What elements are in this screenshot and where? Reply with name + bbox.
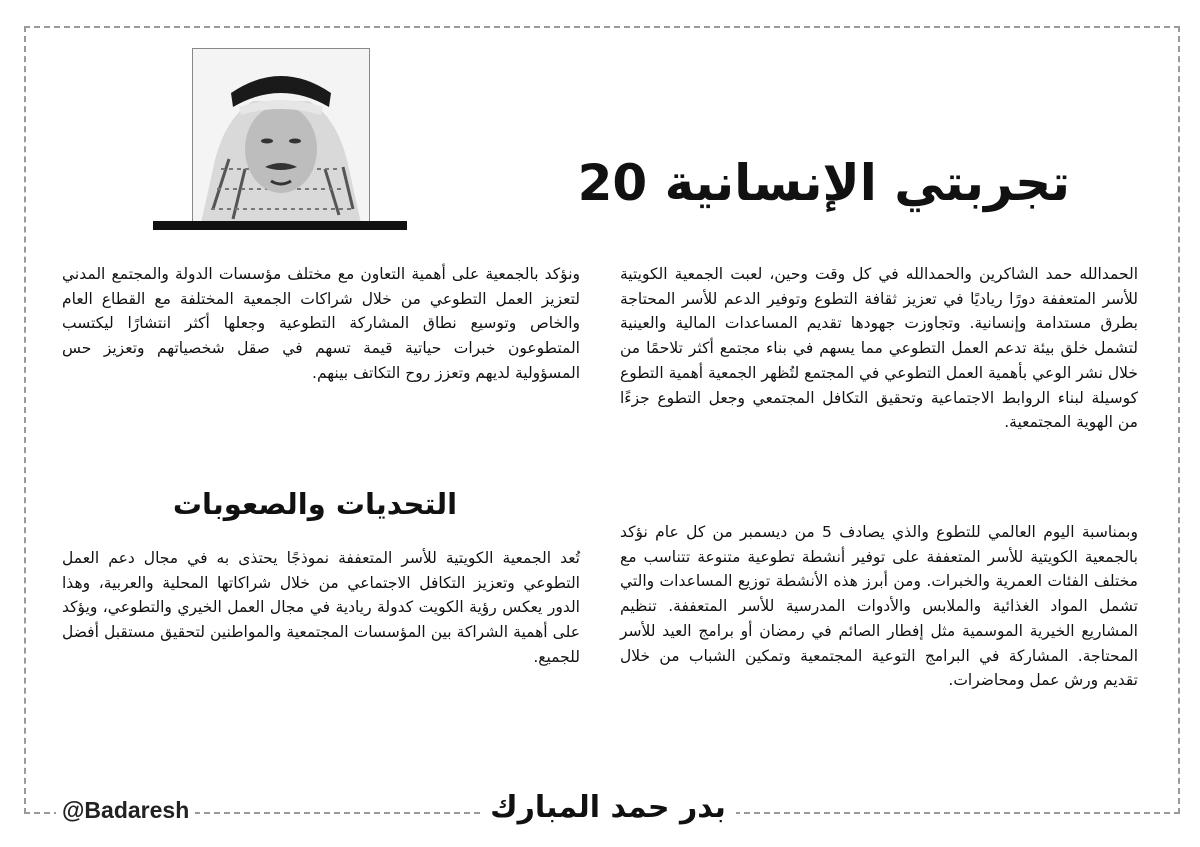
twitter-handle: @Badaresh [56, 794, 195, 826]
article-title: تجربتي الإنسانية 20 [577, 154, 1070, 212]
photo-underline-bar [153, 221, 407, 230]
paragraph-right-top: الحمدالله حمد الشاكرين والحمدالله في كل وقت وحين، لعبت الجمعية الكويتية للأسر المتعففة دورًا رياديًا في تعزيز ثقافة التطوع وتوفير الدعم للأسر المحتاجة بطرق مستدامة وإنسانية. وتجاوزت جهودها تقديم المساعدات المالية والعينية لتشمل خلق بيئة تدعم العمل التطوعي مما يسهم في بناء مجتمع أكثر تلاحمًا من خلال نشر الوعي بأهمية العمل التطوعي في المجتمع لتُظهر الجمعية أهمية التطوع كوسيلة لبناء الروابط الاجتماعية وتحقيق التكافل المجتمعي وجعل التطوع جزءًا من الهوية المجتمعية. [620, 265, 1138, 432]
paragraph-left-bottom: تُعد الجمعية الكويتية للأسر المتعففة نموذجًا يحتذى به في مجال دعم العمل التطوعي وتعزيز التكافل الاجتماعي من خلال شراكاتها المحلية والعربية، وهذا الدور يعكس رؤية الكويت كدولة ريادية في مجال العمل الخيري والتطوعي، ويؤكد على أهمية الشراكة بين المؤسسات المجتمعية والمواطنين لتحقيق مستقبل أفضل للجميع. [62, 549, 580, 666]
author-photo [192, 48, 370, 224]
author-signature: بدر حمد المبارك [480, 786, 736, 830]
paragraph-right-bottom: وبمناسبة اليوم العالمي للتطوع والذي يصادف 5 من ديسمبر من كل عام نؤكد بالجمعية الكويتية للأسر المتعففة على توفير أنشطة تطوعية متنوعة تتناسب مع مختلف الفئات العمرية والخبرات. ومن أبرز هذه الأنشطة توزيع المساعدات والتي تشمل المواد الغذائية والملابس والأدوات المدرسية للأسر المتعففة. تنظيم المشاريع الخيرية الموسمية مثل إفطار الصائم في رمضان أو برامج العيد للأسر المحتاجة. المشاركة في البرامج التوعية المجتمعية وتمكين الشباب من خلال تقديم ورش عمل ومحاضرات. [620, 523, 1138, 690]
author-portrait-icon [193, 49, 369, 223]
section-heading: التحديات والصعوبات [172, 487, 458, 521]
paragraph-left-top: ونؤكد بالجمعية على أهمية التعاون مع مختلف مؤسسات الدولة والمجتمع المدني لتعزيز العمل التطوعي من خلال شراكات الجمعية المختلفة مع القطاع العام والخاص وتوسيع نطاق المشاركة التطوعية وجعلها أكثر انتشارًا ليكتسب المتطوعون خبرات حياتية قيمة تسهم في صقل شخصياتهم وتعزيز حس المسؤولية لديهم وتعزز روح التكاتف بينهم. [62, 265, 580, 382]
